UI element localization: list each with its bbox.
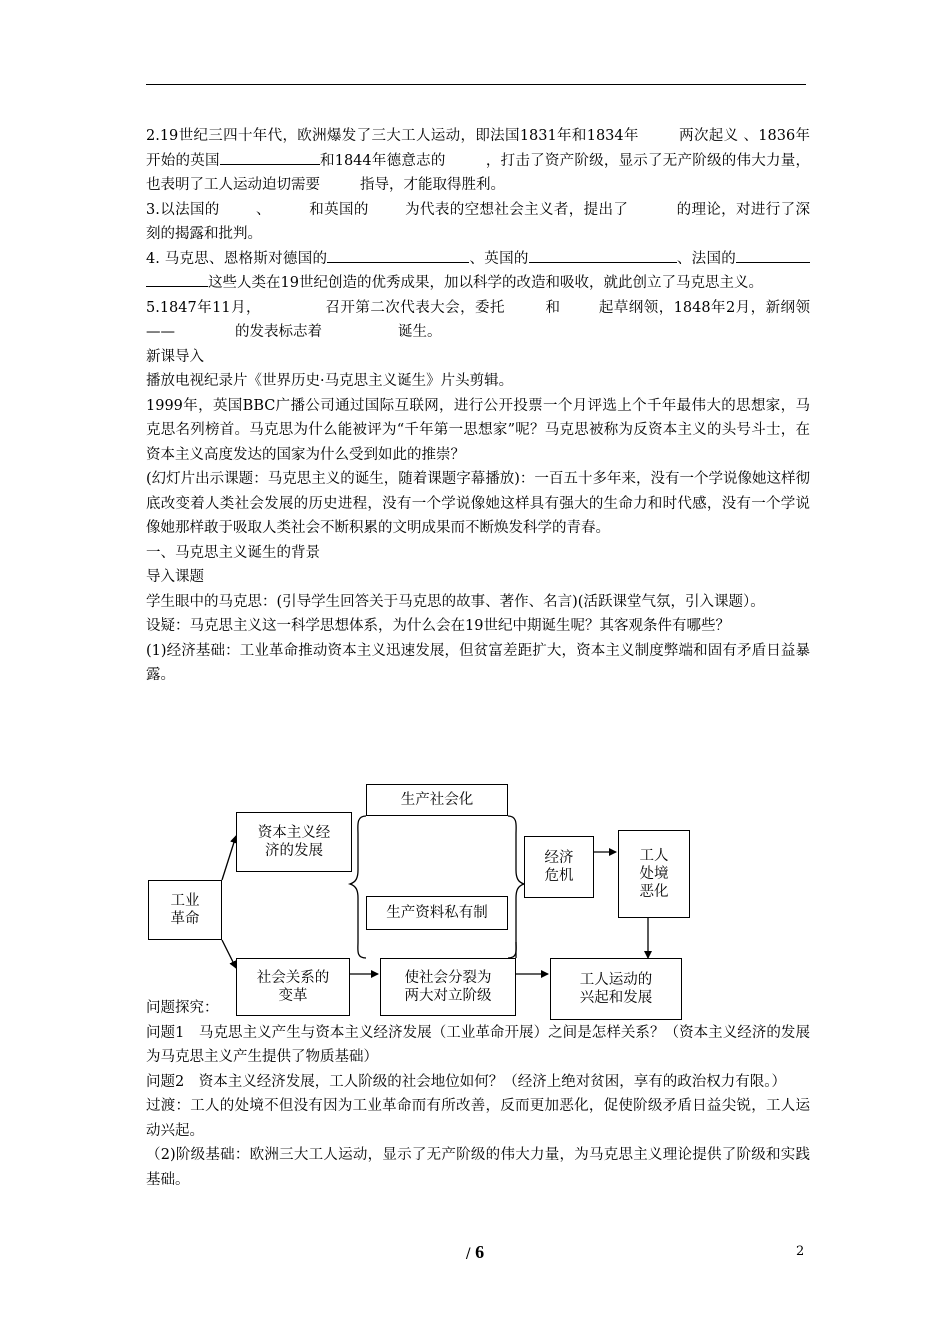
student-view: 学生眼中的马克思：(引导学生回答关于马克思的故事、著作、名言)(活跃课堂气氛，引入课题）。	[146, 593, 765, 610]
inquiry-heading: 问题探究：	[146, 1000, 219, 1016]
inquiry-question-2: 问题2 资本主义经济发展，工人阶级的社会地位如何？（经济上绝对贫困，享有的政治权力有限。）	[146, 1073, 786, 1090]
box-economic-crisis: 经济 危机	[524, 836, 594, 898]
question-2: 2.19世纪三四十年代，欧洲爆发了三大工人运动，即法国1831年和1834年 两次起义 、1836年开始的英国 和1844年德意志的 ，打击了资产阶级，显示了无产阶级的伟大力量，也表明了工人运动迫切需要 指导，才能取得胜利。	[146, 128, 811, 193]
lead-topic: 导入课题	[146, 569, 204, 585]
question-3: 3.以法国的 、 和英国的 为代表的空想社会主义者，提出了 的理论，对进行了深刻的揭露和批判。	[146, 201, 811, 242]
section-heading: 一、马克思主义诞生的背景	[146, 544, 320, 561]
box-capitalist-economy: 资本主义经 济的发展	[236, 812, 352, 872]
intro-play: 播放电视纪录片《世界历史·马克思主义诞生》片头剪辑。	[146, 373, 514, 389]
box-worker-conditions: 工人 处境 恶化	[618, 830, 690, 918]
box-labor-movement: 工人运动的 兴起和发展	[550, 958, 682, 1020]
lower-text-block	[146, 996, 810, 1192]
box-private-ownership: 生产资料私有制	[366, 896, 508, 930]
page-total: / 6	[465, 1242, 485, 1262]
inquiry-question-1: 问题1 马克思主义产生与资本主义经济发展（工业革命开展）之间是怎样关系？（资本主义经济的发展为马克思主义产生提供了物质基础）	[146, 1024, 810, 1065]
class-basis: （2)阶级基础：欧洲三大工人运动，显示了无产阶级的伟大力量，为马克思主义理论提供了阶级和实践基础。	[146, 1147, 810, 1188]
question-5: 5.1847年11月， 召开第二次代表大会，委托 和 起草纲领，1848年2月，新纲领—— 的发表标志着 诞生。	[146, 299, 811, 340]
box-industrial-revolution: 工业 革命	[148, 880, 222, 940]
slide-paragraph: (幻灯片出示课题：马克思主义的诞生，随着课题字幕播放)：一百五十多年来，没有一个学说像她这样彻底改变着人类社会发展的历史进程，没有一个学说像她这样具有强大的生命力和时代感，没有一个学说像她那样敢于吸取人类社会不断积累的文明成果而不断焕发科学的青春。	[146, 471, 810, 536]
transition: 过渡：工人的处境不但没有因为工业革命而有所改善，反而更加恶化，促使阶级矛盾日益尖锐，工人运动兴起。	[146, 1098, 810, 1139]
intro-heading: 新课导入	[146, 348, 204, 365]
box-class-split: 使社会分裂为 两大对立阶级	[380, 958, 516, 1016]
intro-paragraph: 1999年，英国BBC广播公司通过国际互联网，进行公开投票一个月评选上个千年最伟大的思想家，马克思名列榜首。马克思为什么能被评为“千年第一思想家”呢？马克思被称为反资本主义的头号斗士，在资本主义高度发达的国家为什么受到如此的推崇？	[146, 397, 810, 463]
question-4: 4. 马克思、恩格斯对德国的 、英国的 、法国的这些人类在19世纪创造的优秀成果，加以科学的改造和吸收，就此创立了马克思主义。	[146, 247, 810, 296]
box-social-relations: 社会关系的 变革	[236, 958, 350, 1016]
question-setup: 设疑：马克思主义这一科学思想体系，为什么会在19世纪中期诞生呢？其客观条件有哪些？	[146, 618, 730, 634]
economic-basis: (1)经济基础：工业革命推动资本主义迅速发展，但贫富差距扩大，资本主义制度弊端和固有矛盾日益暴露。	[146, 642, 810, 683]
box-socialized-production: 生产社会化	[366, 784, 508, 816]
page-number: 2	[796, 1244, 805, 1259]
